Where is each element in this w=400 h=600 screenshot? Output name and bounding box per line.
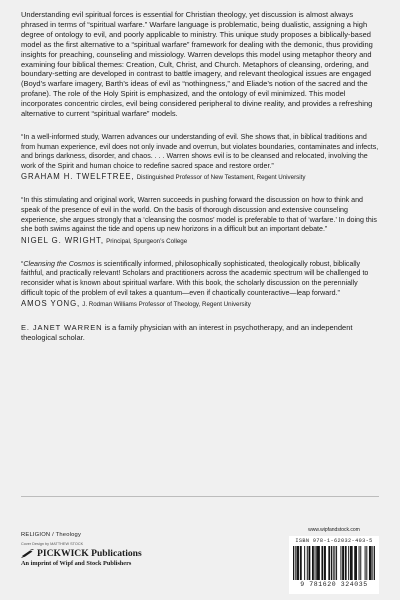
barcode-block [289, 527, 379, 594]
endorsement-attribution [21, 172, 379, 183]
endorser-name: AMOS YONG, [21, 299, 81, 309]
barcode-bar [304, 546, 305, 580]
barcode-bar [297, 546, 298, 580]
barcode-bar [359, 546, 360, 580]
endorser-title: J. Rodman Williams Professor of Theology, Regent University [82, 301, 251, 309]
barcode-bar [315, 546, 316, 580]
barcode-bar [342, 546, 343, 580]
isbn-label: ISBN 978-1-62032-403-5 [295, 538, 373, 544]
endorsement-quote [21, 260, 379, 298]
barcode-bar [365, 546, 366, 580]
category-label: RELIGION / Theology [21, 532, 82, 538]
barcode-bar [360, 546, 361, 580]
endorser-name: NIGEL G. WRIGHT, [21, 235, 104, 245]
endorsement-2 [21, 196, 379, 246]
barcode-bar [372, 546, 373, 580]
barcode-bar [312, 546, 313, 580]
publisher-name: PICKWICK Publications [37, 548, 142, 559]
barcode-bar [317, 546, 318, 580]
author-bio-text: is a family physician with an interest in psychotherapy, and an independent theological scholar. [21, 323, 353, 343]
barcode-bar [340, 546, 341, 580]
barcode-bar [300, 546, 301, 580]
barcode-bar [309, 546, 310, 580]
endorser-title: Distinguished Professor of New Testament, Regent University [136, 174, 306, 182]
barcode-bar [352, 546, 353, 580]
barcode-bar [298, 546, 299, 580]
barcode-bar [321, 546, 322, 580]
barcode-bar [350, 546, 351, 580]
author-name: E. JANET WARREN [21, 323, 103, 333]
endorsement-attribution [21, 236, 379, 247]
barcode-bar [324, 546, 325, 580]
footer-divider [21, 496, 379, 497]
description-blurb: Understanding evil spiritual forces is essential for Christian theology, yet discussion is almost always phrased in terms of “spiritual warfare.” Warfare language is problematic, being dualistic, assigning a high degree of ontology to evil, and poorly applicable to ministry. This unique study proposes a biblically-based model as the first alternative to a “spiritual warfare” framework for dealing with the demonic, thus providing insights for preaching, counseling and missiology. Warren develops this model using metaphor theory and examining four biblical themes: Creation, Cult, Christ, and Church. Metaphors of cleansing, ordering, and boundary-setting are developed in contrast to battle imagery, and relevant theological issues are engaged (Boyd’s warfare imagery, Barth’s ideas of evil as “nothingness,” and Eliade’s notion of the sacred and the profane). The role of the Holy Spirit is emphasized, and the ontology of evil minimized. This model incorporates concentric circles, evil being considered peripheral to divine reality, and provides a refreshing alternative to current “spiritual warfare” models. [21, 10, 373, 119]
barcode-bar [348, 546, 349, 580]
endorser-name: GRAHAM H. TWELFTREE, [21, 172, 135, 182]
barcode-bar [346, 546, 347, 580]
barcode-number: 9 781620 324035 [300, 581, 368, 588]
publisher-url: www.wipfandstock.com [308, 527, 360, 533]
barcode-bar [345, 546, 346, 580]
barcode-bar [334, 546, 335, 580]
barcode-bar [329, 546, 330, 580]
barcode-bar [325, 546, 326, 580]
barcode-bar [328, 546, 329, 580]
endorsement-quote: “In this stimulating and original work, Warren succeeds in pushing forward the discussion on how to think and speak of the presence of evil in the world. On the basis of thorough discussion and extensive counseling experience, she argues strongly that a ‘cleansing the cosmos’ model is preferable to that of ‘warfare.’ In doing this she both swims against the tide and opens up new horizons in a difficult but an important debate.” [21, 196, 377, 234]
barcode-bar [351, 546, 352, 580]
barcode-bar [318, 546, 319, 580]
barcode-bar [307, 546, 308, 580]
barcode-bar [319, 546, 320, 580]
endorsement-3 [21, 260, 379, 310]
barcode-bar [343, 546, 344, 580]
barcode-bar [354, 546, 355, 580]
barcode-bar [293, 546, 294, 580]
barcode-bar [313, 546, 314, 580]
endorsement-quote-rest: is scientifically informed, philosophically sophisticated, theologically robust, biblically faithful, and practically relevant! Scholars and practitioners across the academic spectrum will be challenged to reconsider what is known about spiritual warfare. With this book, the scholarly discussion on the perennially difficult topic of the problem of evil takes a quantum—even if chaotically counteractive—leap forward.” [21, 259, 369, 297]
barcode-bar [309, 546, 310, 580]
barcode-bar [356, 546, 357, 580]
barcode-bar [316, 546, 317, 580]
cover-design-credit: Cover Design by MATTHEW STOCK [21, 542, 84, 546]
barcode-bar [355, 546, 356, 580]
imprint-line: An imprint of Wipf and Stock Publishers [21, 560, 132, 567]
barcode-bar [295, 546, 296, 580]
barcode-bar [336, 546, 337, 580]
barcode-bar [374, 546, 375, 580]
barcode-bar [296, 546, 297, 580]
publisher-logo [21, 548, 221, 559]
endorsement-quote: “In a well-informed study, Warren advances our understanding of evil. She shows that, in biblical traditions and from human experience, evil does not only invade and overrun, but violates boundaries, contaminates and infects, and brings darkness, disorder, and chaos. . . . Warren shows evil is to be cleansed and relocated, involving the work of the Spirit and human choice to redefine sacred space and restore order.” [21, 132, 379, 170]
barcode-bar [369, 546, 370, 580]
open-quote: “ [21, 259, 24, 268]
pickwick-pen-icon [21, 549, 34, 558]
barcode-bar [366, 546, 367, 580]
publisher-block [21, 532, 221, 567]
endorsement-1 [21, 133, 379, 183]
book-title-italic: Cleansing the Cosmos [23, 259, 95, 268]
barcode-graphic [293, 546, 375, 580]
barcode-bar [301, 546, 302, 580]
barcode-bar [371, 546, 372, 580]
endorser-title: Principal, Spurgeon’s College [106, 237, 188, 245]
barcode-bar [331, 546, 332, 580]
author-bio [21, 323, 379, 343]
barcode-bar [370, 546, 371, 580]
barcode-panel [289, 536, 379, 594]
barcode-bar [333, 546, 334, 580]
barcode-bar [322, 546, 323, 580]
endorsement-attribution [21, 299, 379, 310]
